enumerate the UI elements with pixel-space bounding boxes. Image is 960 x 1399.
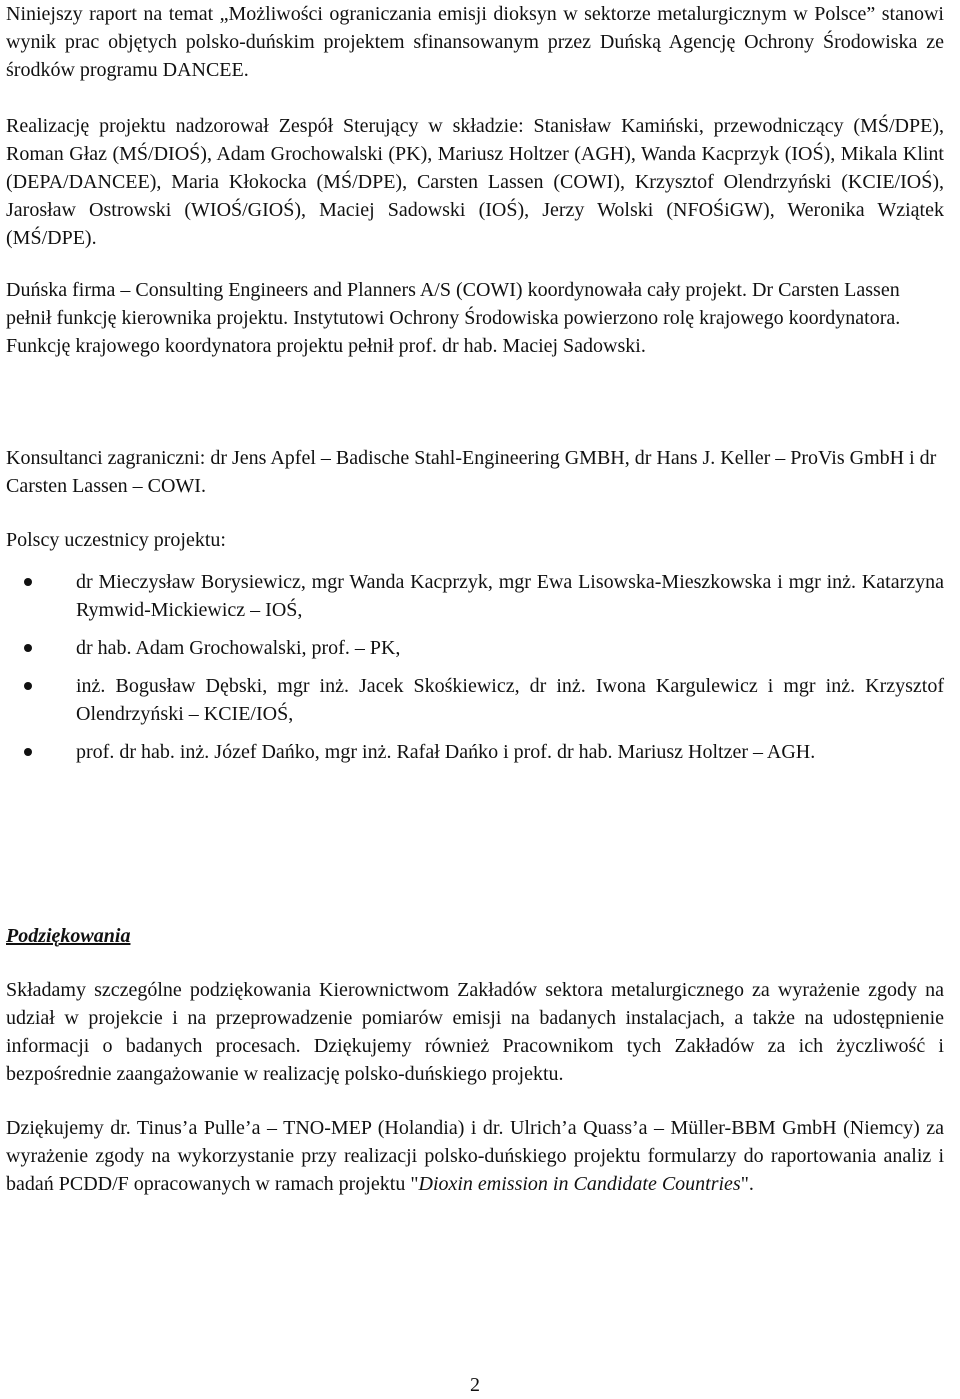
polish-participants-list (6, 568, 944, 766)
bullet-icon (24, 644, 32, 652)
page-number: 2 (470, 1374, 480, 1396)
list-item (6, 568, 944, 624)
list-item-text: inż. Bogusław Dębski, mgr inż. Jacek Skośkiewicz, dr inż. Iwona Kargulewicz i mgr inż. Krzysztof Olendrzyński – KCIE/IOŚ, (76, 675, 944, 725)
acknowledgements-paragraph-2-end: ". (740, 1173, 754, 1195)
acknowledgements-paragraph-2-text: Dziękujemy dr. Tinus’a Pulle’a – TNO-MEP (Holandia) i dr. Ulrich’a Quass’a – Müller-BBM GmbH (Niemcy) za wyrażenie zgody na wykorzystanie przy realizacji polsko-duńskiego projektu formularzy do raportowania analiz i badań PCDD/F opracowanych w ramach projektu " (6, 1117, 944, 1195)
acknowledgements-heading: Podziękowania (6, 925, 131, 947)
project-title-italic: Dioxin emission in Candidate Countries (418, 1173, 741, 1195)
list-item (6, 672, 944, 728)
polish-participants-heading: Polscy uczestnicy projektu: (6, 529, 226, 551)
list-item-text: prof. dr hab. inż. Józef Dańko, mgr inż. Rafał Dańko i prof. dr hab. Mariusz Holtzer – AGH. (76, 741, 816, 763)
bullet-icon (24, 682, 32, 690)
list-item (6, 634, 944, 662)
intro-paragraph: Niniejszy raport na temat „Możliwości ograniczania emisji dioksyn w sektorze metalurgicznym w Polsce” stanowi wynik prac objętych polsko-duńskim projektem sfinansowanym przez Duńską Agencję Ochrony Środowiska ze środków programu DANCEE. (6, 3, 944, 81)
foreign-consultants-paragraph: Konsultanci zagraniczni: dr Jens Apfel – Badische Stahl-Engineering GMBH, dr Hans J. Keller – ProVis GmbH i dr Carsten Lassen – COWI. (6, 447, 937, 497)
bullet-icon (24, 578, 32, 586)
acknowledgements-paragraph-2 (6, 1114, 944, 1198)
bullet-icon (24, 748, 32, 756)
list-item-text: dr Mieczysław Borysiewicz, mgr Wanda Kacprzyk, mgr Ewa Lisowska-Mieszkowska i mgr inż. Katarzyna Rymwid-Mickiewicz – IOŚ, (76, 571, 944, 621)
list-item (6, 738, 944, 766)
list-item-text: dr hab. Adam Grochowalski, prof. – PK, (76, 637, 401, 659)
document-page (6, 0, 944, 1394)
acknowledgements-paragraph-1: Składamy szczególne podziękowania Kierownictwom Zakładów sektora metalurgicznego za wyrażenie zgody na udział w projekcie i na przeprowadzenie pomiarów emisji na badanych instalacjach, a także na udostępnienie informacji o badanych procesach. Dziękujemy również Pracownikom tych Zakładów za ich życzliwość i bezpośrednie zaangażowanie w realizację polsko-duńskiego projektu. (6, 979, 944, 1085)
steering-committee-paragraph: Realizację projektu nadzorował Zespół Sterujący w składzie: Stanisław Kamiński, przewodniczący (MŚ/DPE), Roman Głaz (MŚ/DIOŚ), Adam Grochowalski (PK), Mariusz Holtzer (AGH), Wanda Kacprzyk (IOŚ), Mikala Klint (DEPA/DANCEE), Maria Kłokocka (MŚ/DPE), Carsten Lassen (COWI), Krzysztof Olendrzyński (KCIE/IOŚ), Jarosław Ostrowski (WIOŚ/GIOŚ), Maciej Sadowski (IOŚ), Jerzy Wolski (NFOŚiGW), Weronika Wziątek (MŚ/DPE). (6, 115, 944, 249)
coordination-paragraph: Duńska firma – Consulting Engineers and Planners A/S (COWI) koordynowała cały projekt. Dr Carsten Lassen pełnił funkcję kierownika projektu. Instytutowi Ochrony Środowiska powierzono rolę krajowego koordynatora. Funkcję krajowego koordynatora projektu pełnił prof. dr hab. Maciej Sadowski. (6, 279, 901, 357)
